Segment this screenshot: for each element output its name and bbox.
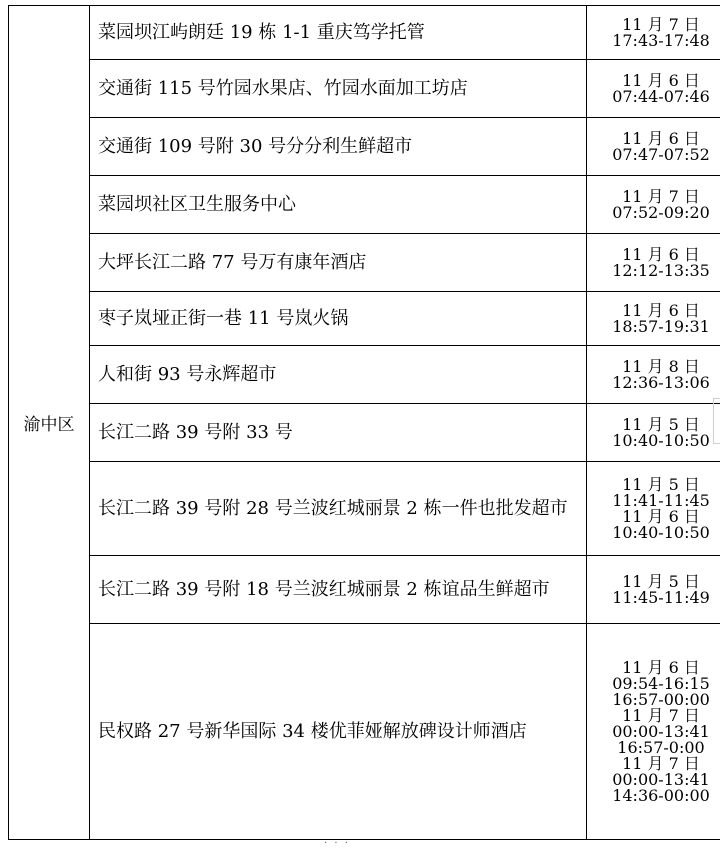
time-line: 07:44-07:46 xyxy=(587,89,720,105)
place-cell: 长江二路 39 号附 33 号 xyxy=(90,404,587,462)
table-body xyxy=(9,6,720,840)
table-row xyxy=(9,176,720,234)
time-line: 07:52-09:20 xyxy=(587,205,720,221)
time-line: 00:00-13:41 xyxy=(587,772,720,788)
table-row xyxy=(9,6,720,60)
time-cell xyxy=(587,118,720,176)
edge-mark xyxy=(713,398,720,444)
time-line: 10:40-10:50 xyxy=(587,433,720,449)
time-line: 11 月 6 日 xyxy=(587,660,720,676)
exposure-location-table xyxy=(8,5,720,840)
table-row xyxy=(9,292,720,346)
place-cell: 人和街 93 号永辉超市 xyxy=(90,346,587,404)
time-cell xyxy=(587,624,720,840)
time-line: 00:00-13:41 xyxy=(587,724,720,740)
time-line: 11 月 6 日 xyxy=(587,131,720,147)
place-cell: 交通街 115 号竹园水果店、竹园水面加工坊店 xyxy=(90,60,587,118)
time-line: 12:12-13:35 xyxy=(587,263,720,279)
time-cell xyxy=(587,6,720,60)
table-row xyxy=(9,462,720,556)
time-cell xyxy=(587,176,720,234)
time-line: 11 月 6 日 xyxy=(587,247,720,263)
time-line: 12:36-13:06 xyxy=(587,375,720,391)
place-cell: 枣子岚垭正街一巷 11 号岚火锅 xyxy=(90,292,587,346)
time-cell xyxy=(587,292,720,346)
time-line: 11 月 5 日 xyxy=(587,574,720,590)
time-cell xyxy=(587,404,720,462)
page-edge-dots: · · · xyxy=(324,838,350,849)
table-row xyxy=(9,404,720,462)
place-cell: 交通街 109 号附 30 号分分利生鲜超市 xyxy=(90,118,587,176)
time-line: 11 月 5 日 xyxy=(587,477,720,493)
time-line: 07:47-07:52 xyxy=(587,147,720,163)
table-row xyxy=(9,118,720,176)
time-line: 11:41-11:45 xyxy=(587,493,720,509)
time-line: 14:36-00:00 xyxy=(587,788,720,804)
table-row xyxy=(9,624,720,840)
time-cell xyxy=(587,556,720,624)
time-line: 11 月 8 日 xyxy=(587,359,720,375)
time-line: 09:54-16:15 xyxy=(587,676,720,692)
time-line: 10:40-10:50 xyxy=(587,525,720,541)
time-cell xyxy=(587,60,720,118)
table-row xyxy=(9,234,720,292)
time-line: 18:57-19:31 xyxy=(587,319,720,335)
time-line: 11 月 5 日 xyxy=(587,417,720,433)
table-row xyxy=(9,556,720,624)
time-line: 16:57-0:00 xyxy=(587,740,720,756)
time-line: 11 月 7 日 xyxy=(587,756,720,772)
place-cell: 长江二路 39 号附 28 号兰波红城丽景 2 栋一件也批发超市 xyxy=(90,462,587,556)
place-cell: 菜园坝社区卫生服务中心 xyxy=(90,176,587,234)
time-line: 16:57-00:00 xyxy=(587,692,720,708)
table-row xyxy=(9,346,720,404)
place-cell: 民权路 27 号新华国际 34 楼优菲娅解放碑设计师酒店 xyxy=(90,624,587,840)
time-line: 11 月 6 日 xyxy=(587,509,720,525)
time-line: 11 月 6 日 xyxy=(587,303,720,319)
table-row xyxy=(9,60,720,118)
time-cell xyxy=(587,462,720,556)
time-line: 11:45-11:49 xyxy=(587,590,720,606)
place-cell: 大坪长江二路 77 号万有康年酒店 xyxy=(90,234,587,292)
place-cell: 菜园坝江屿朗廷 19 栋 1-1 重庆笃学托管 xyxy=(90,6,587,60)
time-line: 11 月 6 日 xyxy=(587,73,720,89)
time-line: 11 月 7 日 xyxy=(587,17,720,33)
time-line: 11 月 7 日 xyxy=(587,189,720,205)
time-cell xyxy=(587,346,720,404)
district-cell: 渝中区 xyxy=(9,6,90,840)
time-line: 11 月 7 日 xyxy=(587,708,720,724)
time-line: 17:43-17:48 xyxy=(587,33,720,49)
time-cell xyxy=(587,234,720,292)
place-cell: 长江二路 39 号附 18 号兰波红城丽景 2 栋谊品生鲜超市 xyxy=(90,556,587,624)
